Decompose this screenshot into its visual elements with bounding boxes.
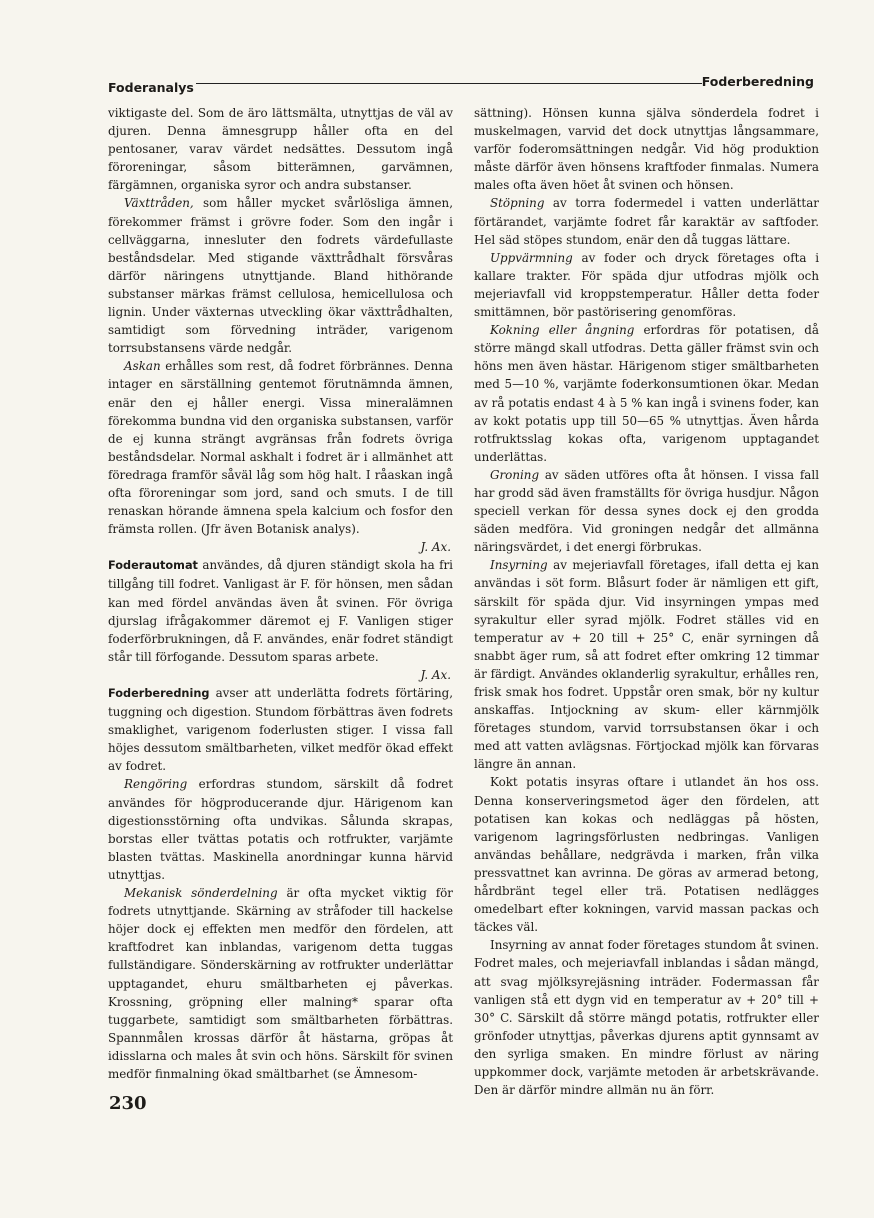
term: Växttråden,: [124, 196, 194, 211]
paragraph-text: erhålles som rest, då fodret förbrännes. Denna intager en särställning gentemot förutnämnda ämnen, enär den ej håller energi. Vissa mineralämnen förekomma bundna vid den organiska substansen, varför de ej kunna strängt avgränsas från fodrets övriga beståndsdelar. Normal askhalt i fodret är i allmänhet att föredraga framför såväl låg som hög halt. I råaskan ingå ofta föroreningar som jord, sand och smuts. I de till renaskan hörande ämnena spela kalcium och fosfor den främsta rollen. (Jfr även Botanisk analys).: [108, 359, 453, 537]
author-signature: J. Ax.: [420, 667, 451, 682]
paragraph: [108, 357, 453, 538]
paragraph-text: erfordras för potatisen, då större mängd skall utfodras. Detta gäller främst svin och höns men även hästar. Härigenom stiger smältbarheten med 5—10 %, varjämte foderkonsumtionen ökar. Medan av rå potatis endast 4 à 5 % kan ingå i svinens foder, kan av kokt potatis upp till 50—65 % utnyttjas. Även hårda rotfruktsslag kokas ofta, varigenom upptagandet underlättas.: [474, 323, 819, 464]
paragraph: [474, 321, 819, 466]
term: Askan: [124, 359, 161, 374]
entry: [108, 556, 453, 666]
paragraph: Insyrning av annat foder företages stundom åt svinen. Fodret males, och mejeriavfall inblandas i sådan mängd, att svag mjölksyrejäsning inträder. Fodermassan får vanligen stå ett dygn vid en temperatur av + 20° till + 30° C. Särskilt då större mängd potatis, rotfrukter eller grönfoder utnyttjas, påverkas djurens aptit gynnsamt av den syrliga smaken. En mindre förlust av näring uppkommer dock, varjämte metoden är arbetskrävande. Den är därför mindre allmän nu än förr.: [474, 938, 819, 1098]
term: Groning: [490, 467, 540, 482]
paragraph: Kokt potatis insyras oftare i utlandet än hos oss. Denna konserveringsmetod äger den fördelen, att potatisen kan kokas och nedläggas på hösten, varigenom lagringsförlusten nedbringas. Vanligen användas behållare, nedgrävda i marken, från vilka pressvattnet kan avrinna. De göras av armerad betong, hårdbränt tegel eller trä. Potatisen nedlägges omedelbart efter kokningen, varvid massan packas och täckes väl.: [474, 775, 819, 935]
term: Stöpning: [490, 196, 545, 211]
left-column: [108, 104, 453, 1083]
term: Mekanisk sönderdelning: [124, 886, 278, 901]
paragraph: viktigaste del. Som de äro lättsmälta, utnyttjas de väl av djuren. Denna ämnesgrupp håller ofta en del pentosaner, varav värdet nedsättes. Dessutom ingå föroreningar, såsom bitterämnen, garvämnen, färgämnen, organiska syror och andra substanser.: [108, 106, 453, 193]
paragraph: [474, 194, 819, 248]
paragraph: [108, 775, 453, 884]
term: Kokning eller ångning: [490, 323, 635, 338]
paragraph-text: som håller mycket svårlösliga ämnen, förekommer främst i grövre foder. Som den ingår i cellväggarna, innesluter den fodrets värdefullaste beståndsdelar. Med stigande växttrådhalt försvåras därför näringens utnyttjande. Bland hithörande substanser märkas främst cellulosa, hemicellulosa och lignin. Under växternas utveckling ökar växttrådhalten, samtidigt som förvedning inträder, varigenom torrsubstansens värde nedgår.: [108, 196, 453, 356]
paragraph: [474, 466, 819, 556]
entry-headword: Foderautomat: [108, 559, 198, 573]
header-left-title: Foderanalys: [108, 80, 194, 95]
paragraph-text: erfordras stundom, särskilt då fodret användes för högproducerande djur. Härigenom kan digestionsstörning ofta undvikas. Sålunda skrapas, borstas eller tvättas potatis och rotfrukter, varjämte blasten tvättas. Maskinella anordningar kunna härvid utnyttjas.: [108, 777, 453, 882]
paragraph: [108, 884, 453, 1083]
paragraph: sättning). Hönsen kunna själva sönderdela fodret i muskelmagen, varvid det dock utnyttjas långsammare, varför foderomsättningen nedgår. Vid hög produktion måste därför även hönsens kraftfoder finmalas. Numera males ofta även höet åt svinen och hönsen.: [474, 106, 819, 193]
paragraph-text: avser att underlätta fodrets förtäring, tuggning och digestion. Stundom förbättras även fodrets smaklighet, varigenom foderlusten stiger. I vissa fall höjes dessutom smältbarheten, vilket medför ökad effekt av fodret.: [108, 686, 453, 774]
header-rule: [196, 83, 702, 84]
paragraph-text: användes, då djuren ständigt skola ha fri tillgång till fodret. Vanligast är F. för hönsen, men sådan kan med fördel användas även åt svinen. För övriga djurslag ifrågakommer däremot ej F. Vanligen stiger foderförbrukningen, då F. användes, enär fodret ständigt står till förfogande. Dessutom sparas arbete.: [108, 558, 453, 664]
term: Rengöring: [124, 777, 188, 792]
term: Insyrning: [490, 558, 548, 573]
paragraph-text: av foder och dryck företages ofta i kallare trakter. För späda djur utfodras mjölk och mejeriavfall vid kroppstemperatur. Håller detta foder smittämnen, bör pastörisering genomföras.: [474, 250, 819, 320]
paragraph: [474, 249, 819, 321]
page-number: 230: [109, 1093, 147, 1114]
running-header: [108, 73, 814, 93]
paragraph-text: är ofta mycket viktig för fodrets utnyttjande. Skärning av stråfoder till hackelse höjer dock ej effekten men medför den fördelen, att kraftfodret kan inblandas, varigenom detta tuggas fullständigare. Sönderskärning av rotfrukter underlättar upptagandet, ehuru smältbarheten ej påverkas. Krossning, gröpning eller malning* sparar ofta tuggarbete, samtidigt som smältbarheten förbättras. Spannmålen krossas därför åt hästarna, gröpas åt idisslarna och males åt svin och höns. Särskilt för svinen medför finmalning ökad smältbarhet (se Ämnesom-: [108, 886, 453, 1081]
paragraph-text: av säden utföres ofta åt hönsen. I vissa fall har grodd säd även framställts för övriga husdjur. Någon speciell verkan för dessa synes dock ej den grodda säden medföra. Vid groningen nedgår det allmänna näringsvärdet, i det energi förbrukas.: [474, 467, 819, 555]
term: Uppvärmning: [490, 250, 573, 265]
entry: [108, 684, 453, 775]
entry-headword: Foderberedning: [108, 687, 210, 700]
author-signature: J. Ax.: [420, 540, 451, 555]
header-right-title: Foderberedning: [701, 74, 814, 89]
paragraph-text: av mejeriavfall företages, ifall detta ej kan användas i söt form. Blåsurt foder är nämligen ett gift, särskilt för späda djur. Vid insyrningen ympas med syrakultur eller syrad mjölk. Fodret ställes vid en temperatur av + 20 till + 25° C, enär syrningen då snabbt äger rum, så att fodret efter omkring 12 timmar är färdigt. Användes oklanderlig syrakultur, erhålles ren, frisk smak hos fodret. Uppstår oren smak, bör ny kultur anskaffas. Intjockning av skum- eller kärnmjölk företages stundom, varvid torrsubstansen ökar i och med att vatten avlägsnas. Förtjockad mjölk kan förvaras längre än annan.: [474, 558, 819, 772]
paragraph: [474, 556, 819, 773]
paragraph-text: av torra fodermedel i vatten underlättar förtärandet, varjämte fodret får karaktär av saftfoder. Hel säd stöpes stundom, enär den då tuggas lättare.: [474, 196, 819, 247]
right-column: [474, 104, 819, 1099]
paragraph: [108, 194, 453, 357]
